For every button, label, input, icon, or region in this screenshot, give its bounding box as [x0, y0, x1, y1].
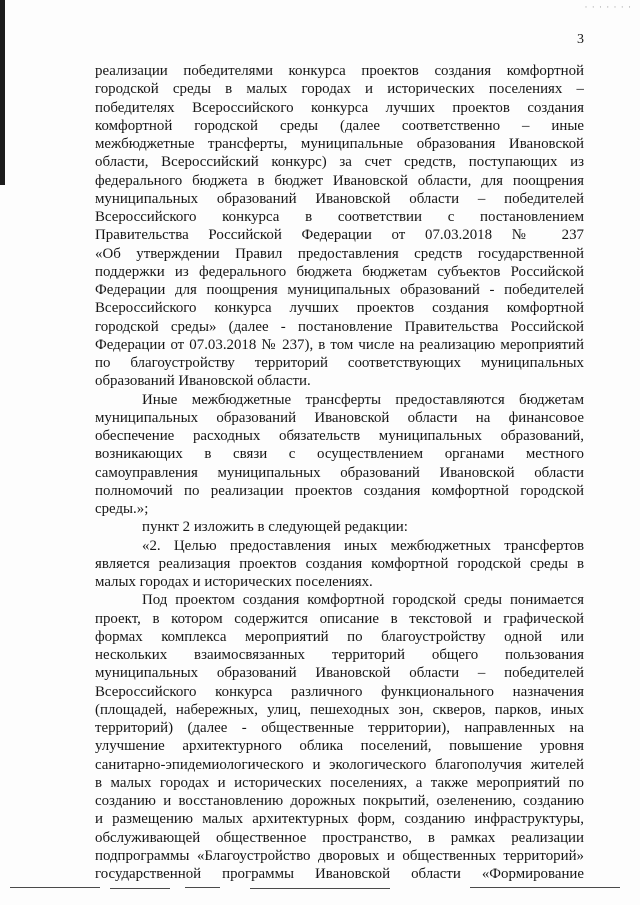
- scan-bottom-edge: [0, 885, 640, 891]
- text-line: Иные межбюджетные трансферты предоставляются бюджетам: [142, 391, 584, 408]
- text-line: возникающих в связи с осуществлением органами местного: [95, 446, 584, 463]
- text-line: комфортной городской среды (далее соответственно – иные: [95, 117, 584, 134]
- text-line: Всероссийского конкурса в соответствии с постановлением: [95, 209, 584, 225]
- text-line: Всероссийского конкурса лучших проектов создания комфортной: [95, 300, 584, 317]
- text-line: «2. Целью предоставления иных межбюджетных трансфертов: [142, 537, 584, 554]
- text-line: Федерации от 07.03.2018 № 237), в том числе на реализацию мероприятий: [95, 336, 584, 353]
- text-line: в малых городах и исторических поселениях, а также мероприятий по: [95, 774, 584, 791]
- text-line: нескольких взаимосвязанных территорий общего пользования: [95, 647, 584, 663]
- text-line: муниципальных образований Ивановской области – победителей: [95, 665, 584, 682]
- text-line: образований Ивановской области.: [95, 373, 311, 390]
- text-line: является реализация проектов создания комфортной городской среды в: [95, 555, 584, 572]
- page-number: 3: [577, 32, 584, 47]
- text-line: обеспечение расходных обязательств муниципальных образований,: [95, 428, 584, 444]
- text-line: по благоустройству территорий соответствующих муниципальных: [95, 355, 584, 371]
- scan-top-mark: · · · · · · ·: [584, 2, 632, 12]
- document-body: [95, 62, 584, 883]
- text-line: и размещению малых архитектурных форм, созданию инфраструктуры,: [95, 811, 584, 828]
- text-line: санитарно-эпидемиологического и экологического благополучия жителей: [95, 756, 584, 773]
- text-line: улучшение архитектурного облика поселений, повышение уровня: [95, 738, 584, 755]
- text-line: малых городах и исторических поселениях.: [95, 574, 373, 590]
- scan-edge-bar: [0, 0, 5, 185]
- text-line: подпрограммы «Благоустройство дворовых и общественных территорий»: [95, 847, 584, 864]
- text-line: «Об утверждении Правил предоставления средств государственной: [95, 245, 584, 262]
- text-line: обслуживающей общественное пространство, в рамках реализации: [95, 829, 584, 846]
- text-line: Правительства Российской Федерации от 07.03.2018 № 237: [95, 227, 584, 244]
- text-line: федерального бюджета в бюджет Ивановской области, для поощрения: [95, 172, 584, 189]
- text-line: самоуправления муниципальных образований Ивановской области: [95, 464, 584, 481]
- text-line: поддержки из федерального бюджета бюджетам субъектов Российской: [95, 263, 584, 280]
- text-line: проект, в котором содержится описание в текстовой и графической: [95, 610, 584, 627]
- text-line: созданию и восстановлению дорожных покрытий, озеленению, созданию: [95, 793, 584, 809]
- text-line: пункт 2 изложить в следующей редакции:: [142, 519, 408, 536]
- text-line: Федерации для поощрения муниципальных образований - победителей: [95, 282, 584, 298]
- text-line: Под проектом создания комфортной городской среды понимается: [142, 592, 584, 609]
- text-line: муниципальных образований Ивановской области на финансовое: [95, 409, 584, 426]
- text-line: городской среды в малых городах и исторических поселениях –: [95, 81, 584, 98]
- text-line: территорий) (далее - общественные территории), направленных на: [95, 720, 584, 736]
- text-line: среды.»;: [95, 501, 149, 517]
- text-line: государственной программы Ивановской области «Формирование: [95, 866, 584, 882]
- text-line: (площадей, набережных, улиц, пешеходных зон, скверов, парков, иных: [95, 701, 584, 718]
- text-line: формах комплекса мероприятий по благоустройству одной или: [95, 628, 584, 645]
- text-line: реализации победителями конкурса проектов создания комфортной: [95, 63, 584, 79]
- text-line: городской среды» (далее - постановление Правительства Российской: [95, 318, 584, 335]
- text-line: муниципальных образований Ивановской области – победителей: [95, 190, 584, 207]
- text-line: межбюджетные трансферты, муниципальные образования Ивановской: [95, 136, 584, 152]
- text-line: победителях Всероссийского конкурса лучших проектов создания: [95, 99, 584, 116]
- text-line: полномочий по реализации проектов создания комфортной городской: [95, 482, 584, 499]
- text-line: области, Всероссийский конкурс) за счет средств, поступающих из: [95, 154, 584, 171]
- text-line: Всероссийского конкурса различного функционального назначения: [95, 683, 584, 700]
